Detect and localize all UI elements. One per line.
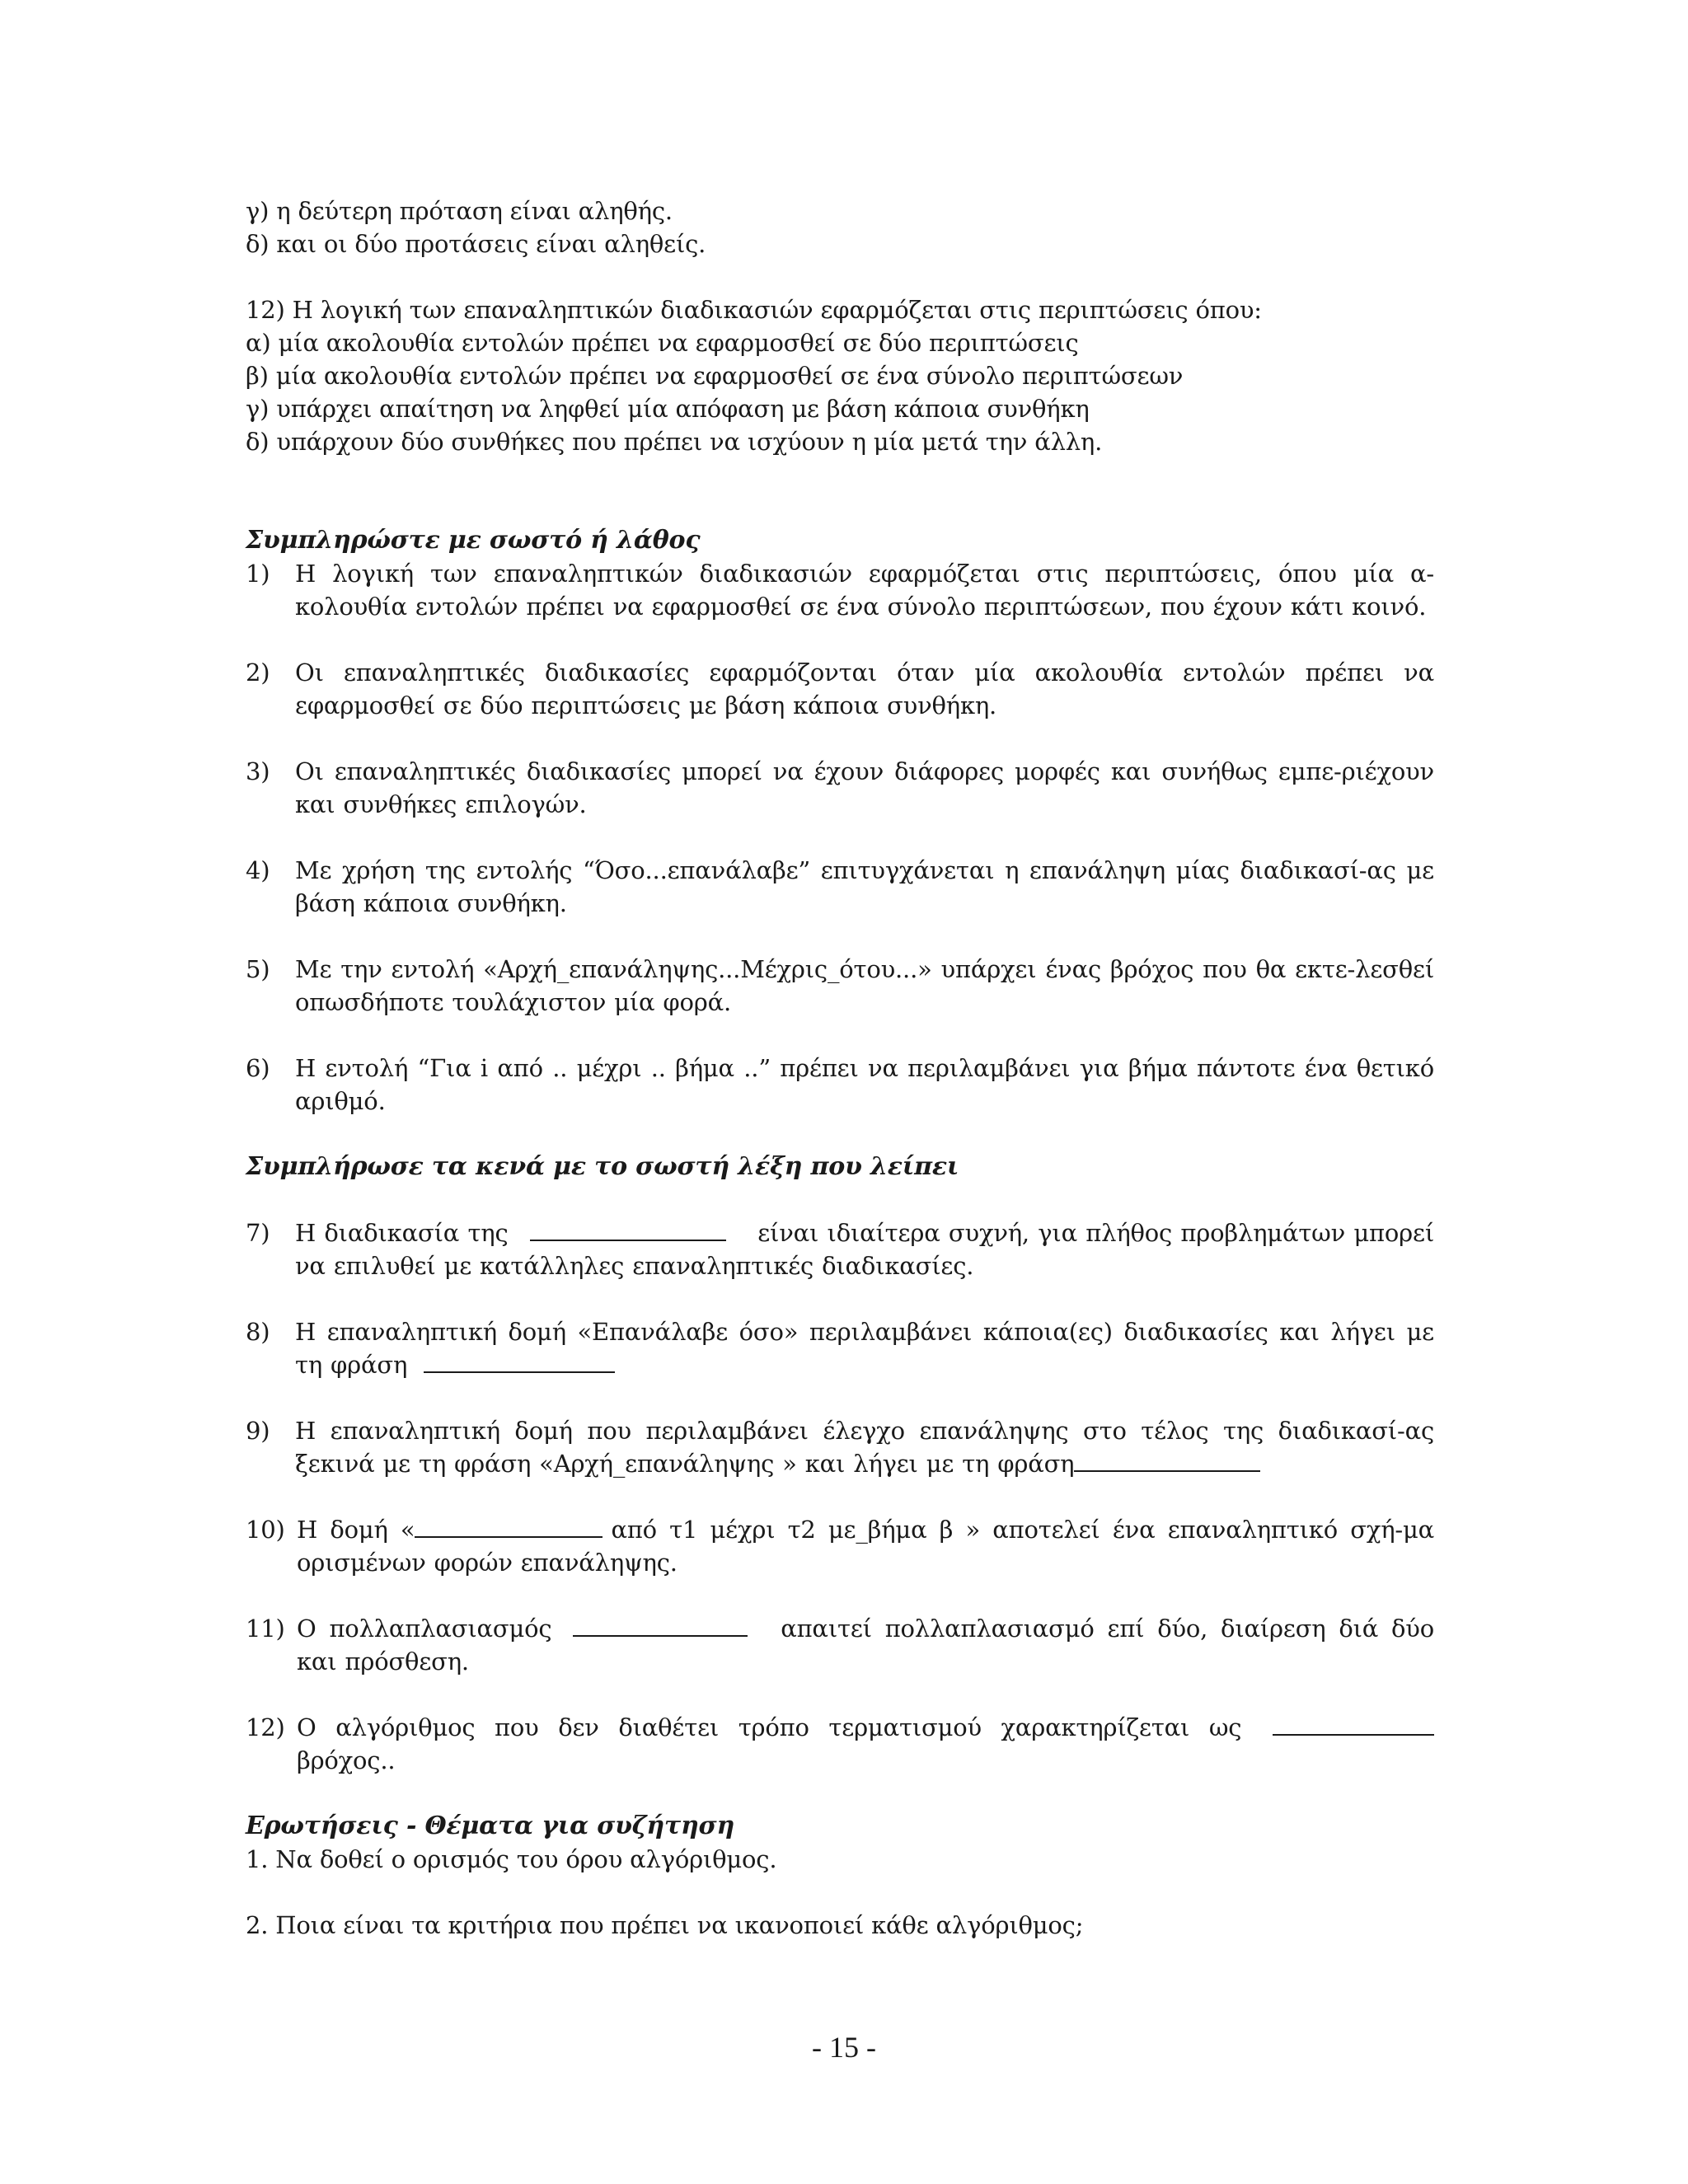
true-false-item [246,1052,1434,1118]
item-text: Η εντολή “Για i από .. μέχρι .. βήμα ..” πρέπει να περιλαμβάνει για βήμα πάντοτε ένα θετικό αριθμό. [295,1054,1434,1115]
item-number: 10) [246,1516,285,1544]
mc-option: δ) υπάρχουν δύο συνθήκες που πρέπει να ισχύουν η μία μετά την άλλη. [246,428,1103,456]
answer-blank[interactable] [573,1612,748,1637]
true-false-heading: Συμπληρώστε με σωστό ή λάθος [246,526,701,555]
item-text-after: απαιτεί πολλαπλασιασμό επί δύο, διαίρεση διά δύο και πρόσθεση. [297,1615,1434,1675]
item-number: 1) [246,560,270,588]
true-false-item [246,854,1434,920]
discussion-question: 1. Να δοθεί ο ορισμός του όρου αλγόριθμος. [246,1845,777,1873]
answer-blank[interactable] [530,1216,726,1241]
fill-blanks-heading: Συμπλήρωσε τα κενά με το σωστή λέξη που λείπει [246,1152,959,1181]
item-text-before: Η επαναληπτική δομή «Επανάλαβε όσο» περιλαμβάνει κάποια(ες) διαδικασίες και λήγει με τη φράση [295,1318,1434,1379]
item-text-before: Η επαναληπτική δομή που περιλαμβάνει έλεγχο επανάληψης στο τέλος της διαδικασί-ας ξεκινά με τη φράση «Αρχή_επανάληψης » και λήγει με τη φράση [295,1417,1434,1478]
item-number: 7) [246,1219,270,1247]
mc-option: δ) και οι δύο προτάσεις είναι αληθείς. [246,230,706,258]
item-number: 8) [246,1318,270,1346]
mc-q11-options [246,194,1434,260]
answer-blank[interactable] [1074,1447,1260,1472]
mc-q12 [246,293,1434,458]
true-false-item [246,656,1434,722]
true-false-item [246,755,1434,821]
item-text: Οι επαναληπτικές διαδικασίες μπορεί να έχουν διάφορες μορφές και συνήθως εμπε-ριέχουν και συνθήκες επιλογών. [295,757,1434,818]
mc-option: γ) υπάρχει απαίτηση να ληφθεί μία απόφαση με βάση κάποια συνθήκη [246,395,1090,423]
item-number: 2) [246,658,270,687]
item-number: 11) [246,1615,285,1643]
mc-question-stem: 12) Η λογική των επαναληπτικών διαδικασιών εφαρμόζεται στις περιπτώσεις όπου: [246,296,1262,324]
fill-blank-item [246,1612,1434,1678]
item-number: 9) [246,1417,270,1445]
item-text-before: Ο πολλαπλασιασμός [297,1615,552,1643]
item-number: 12) [246,1713,285,1741]
item-number: 4) [246,856,270,884]
page-number: - 15 - [812,2031,876,2064]
item-text: Οι επαναληπτικές διαδικασίες εφαρμόζονται όταν μία ακολουθία εντολών πρέπει να εφαρμοσθεί σε δύο περιπτώσεις με βάση κάποια συνθήκη. [295,658,1434,719]
fill-blank-item [246,1711,1434,1777]
mc-option: γ) η δεύτερη πρόταση είναι αληθής. [246,197,673,225]
item-text: Με την εντολή «Αρχή_επανάληψης...Μέχρις_ότου...» υπάρχει ένας βρόχος που θα εκτε-λεσθεί οπωσδήποτε τουλάχιστον μία φορά. [295,955,1434,1016]
mc-option: β) μία ακολουθία εντολών πρέπει να εφαρμοσθεί σε ένα σύνολο περιπτώσεων [246,362,1184,390]
page-content [246,194,1434,1942]
item-number: 5) [246,955,270,983]
item-text-before: Η δομή « [297,1516,415,1544]
discussion-question: 2. Ποια είναι τα κριτήρια που πρέπει να ικανοποιεί κάθε αλγόριθμος; [246,1911,1084,1939]
true-false-item [246,557,1434,623]
item-text: Με χρήση της εντολής “Όσο...επανάλαβε” επιτυγχάνεται η επανάληψη μίας διαδικασί-ας με βάση κάποια συνθήκη. [295,856,1434,917]
item-text-after: είναι ιδιαίτερα συχνή, για πλήθος προβλημάτων μπορεί να επιλυθεί με κατάλληλες επαναληπτικές διαδικασίες. [295,1219,1434,1280]
item-number: 3) [246,757,270,785]
answer-blank[interactable] [424,1348,615,1373]
fill-blank-item [246,1315,1434,1381]
item-text-before: Ο αλγόριθμος που δεν διαθέτει τρόπο τερματισμού χαρακτηρίζεται ως [297,1713,1242,1741]
fill-blank-item [246,1216,1434,1282]
item-text-before: Η διαδικασία της [295,1219,509,1247]
answer-blank[interactable] [415,1513,603,1538]
fill-blank-item [246,1414,1434,1480]
item-number: 6) [246,1054,270,1082]
discussion-heading: Ερωτήσεις - Θέματα για συζήτηση [246,1811,735,1840]
fill-blank-item [246,1513,1434,1579]
mc-option: α) μία ακολουθία εντολών πρέπει να εφαρμοσθεί σε δύο περιπτώσεις [246,329,1079,357]
true-false-item [246,953,1434,1019]
item-text-after: βρόχος.. [297,1746,396,1774]
item-text-after: από τ1 μέχρι τ2 με_βήμα β » αποτελεί ένα επαναληπτικό σχή-μα ορισμένων φορών επανάληψης. [297,1516,1434,1577]
answer-blank[interactable] [1273,1711,1434,1736]
item-text: Η λογική των επαναληπτικών διαδικασιών εφαρμόζεται στις περιπτώσεις, όπου μία α-κολουθία εντολών πρέπει να εφαρμοσθεί σε ένα σύνολο περιπτώσεων, που έχουν κάτι κοινό. [295,560,1434,621]
